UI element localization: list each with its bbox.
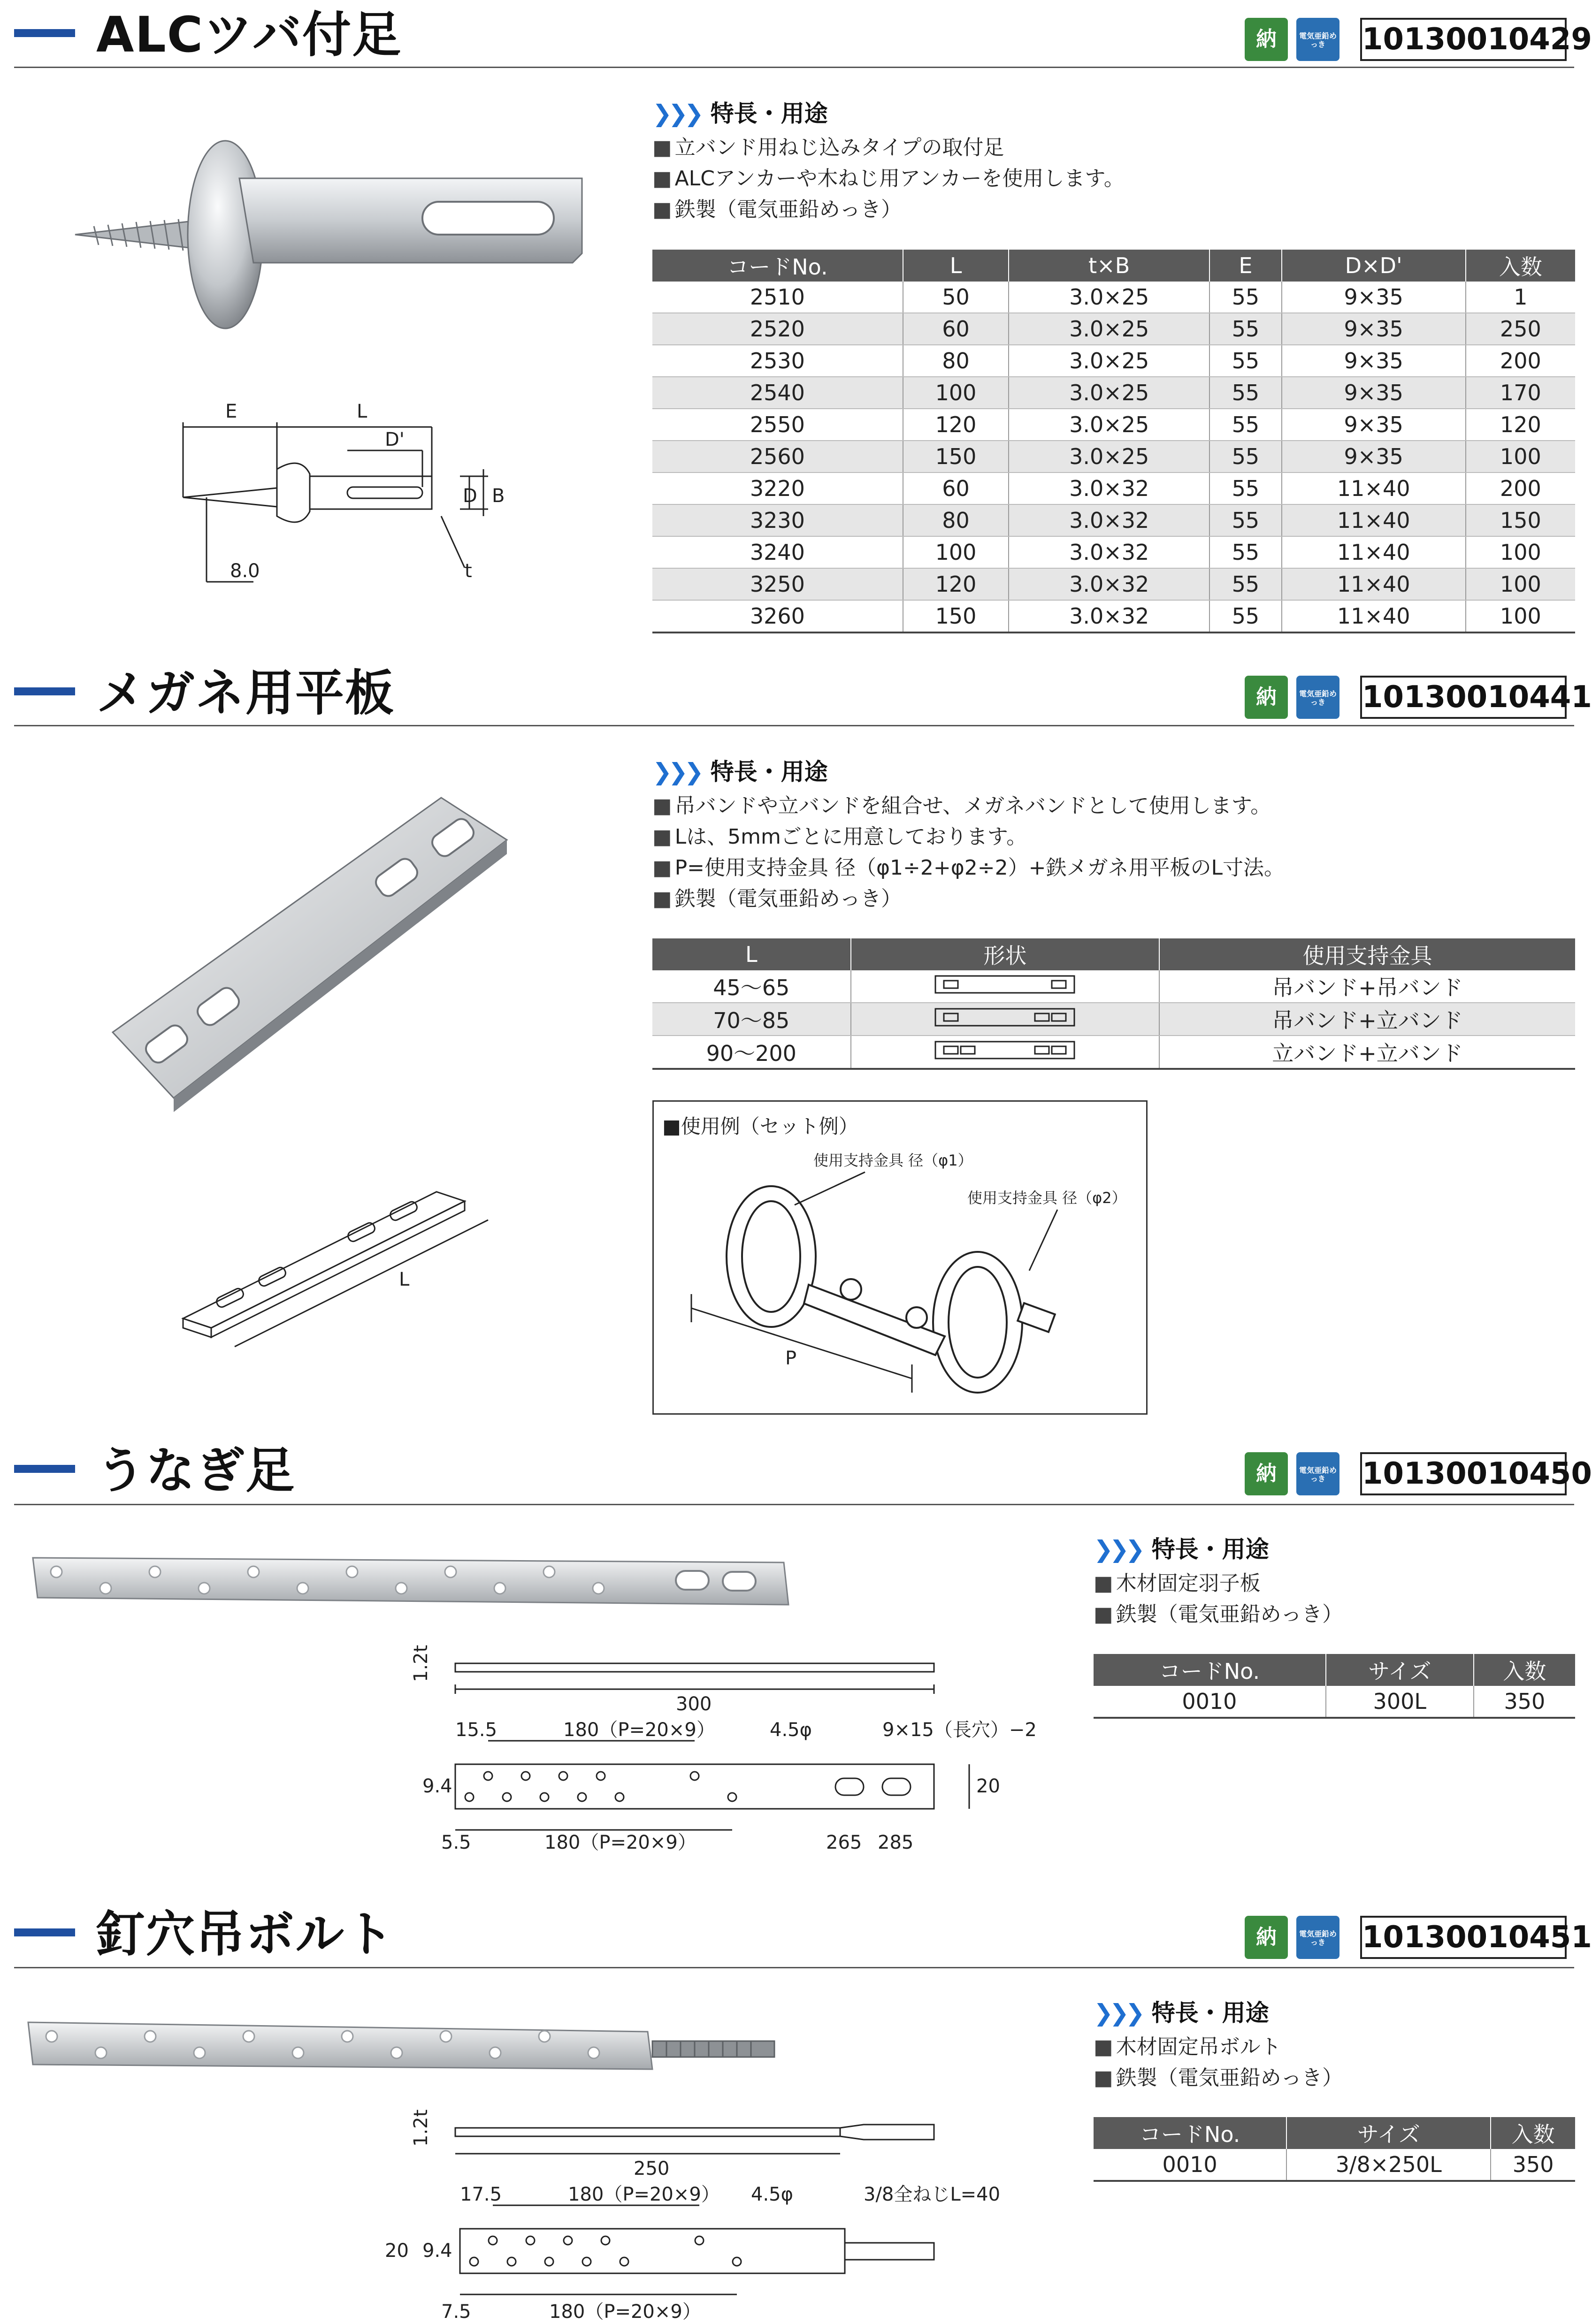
- usage-illustration: [654, 1102, 1147, 1414]
- plating-badge: 電気亜鉛めっき: [1296, 1916, 1339, 1959]
- table-cell: 9×35: [1282, 313, 1466, 345]
- feature-item: ■ 鉄製（電気亜鉛めっき）: [1094, 2063, 1343, 2094]
- table-cell: 300L: [1326, 1686, 1474, 1718]
- table-cell: 3.0×25: [1009, 345, 1209, 377]
- table-cell: 3.0×25: [1009, 313, 1209, 345]
- table-cell: 200: [1466, 472, 1575, 504]
- table-row: [652, 409, 1575, 441]
- section-marker: [14, 29, 75, 37]
- usage-label-2: 使用支持金具 径（φ2）: [967, 1189, 1127, 1207]
- dim-265: 265: [826, 1832, 862, 1853]
- bolt-drawing: [385, 2107, 1042, 2324]
- dim-p: P: [785, 1348, 797, 1369]
- table-cell: 9×35: [1282, 282, 1466, 313]
- dim-dp: D': [385, 429, 405, 450]
- table-cell: 55: [1209, 377, 1282, 409]
- product-code: 10130010450: [1360, 1452, 1567, 1495]
- table-row: [1094, 2149, 1575, 2181]
- hole: [199, 1583, 210, 1594]
- hole: [588, 2047, 599, 2058]
- table-cell: 3.0×32: [1009, 536, 1209, 568]
- hole: [51, 1566, 62, 1577]
- feature-item: ■ P=使用支持金具 径（φ1÷2+φ2÷2）+鉄メガネ用平板のL寸法。: [652, 853, 1285, 884]
- features-list: [652, 132, 1125, 225]
- feature-item: ■ 立バンド用ねじ込みタイプの取付足: [652, 132, 1125, 163]
- table-header: [652, 250, 1575, 282]
- table-cell: 1: [1466, 282, 1575, 313]
- table-cell: 3230: [652, 504, 903, 536]
- section-divider: [14, 725, 1574, 726]
- dim-pitch-bot: 180（P=20×9）: [544, 1832, 696, 1853]
- dim-len: 250: [634, 2158, 670, 2179]
- hole: [346, 1566, 358, 1577]
- dim-len: 300: [676, 1693, 712, 1715]
- section-marker: [14, 1465, 75, 1473]
- column-header: サイズ: [1286, 2117, 1491, 2149]
- dim-h1: 9.4: [422, 1775, 452, 1797]
- dim-slot: 9×15（長穴）−2: [882, 1719, 1037, 1741]
- dim-hole: 4.5φ: [770, 1719, 812, 1741]
- table-cell: 3.0×25: [1009, 377, 1209, 409]
- dim-b: 7.5: [441, 2301, 471, 2323]
- column-header: E: [1209, 250, 1282, 282]
- table-cell: 2560: [652, 441, 903, 472]
- shape-icon: [851, 1036, 1160, 1069]
- table-row: [652, 568, 1575, 600]
- table-header: [1094, 2117, 1575, 2149]
- usage-label-1: 使用支持金具 径（φ1）: [813, 1151, 973, 1169]
- spec-table: [1094, 2117, 1575, 2182]
- table-cell: 55: [1209, 441, 1282, 472]
- table-cell: 170: [1466, 377, 1575, 409]
- table-cell: 9×35: [1282, 409, 1466, 441]
- dimension-diagram: [178, 399, 535, 596]
- feature-item: ■ 鉄製（電気亜鉛めっき）: [1094, 1599, 1343, 1630]
- feature-item: ■ 木材固定羽子板: [1094, 1568, 1343, 1599]
- feature-item: ■ 鉄製（電気亜鉛めっき）: [652, 194, 1125, 225]
- table-row: [652, 504, 1575, 536]
- table-cell: 3250: [652, 568, 903, 600]
- shape-icon: [851, 970, 1160, 1003]
- product-photo: [103, 788, 526, 1107]
- dim-thread: 3/8全ねじL=40: [864, 2184, 1001, 2205]
- table-cell: 55: [1209, 409, 1282, 441]
- table-cell: 100: [1466, 441, 1575, 472]
- table-cell: 0010: [1094, 1686, 1326, 1718]
- table-cell: 55: [1209, 600, 1282, 632]
- delivery-badge: 納: [1245, 1452, 1288, 1495]
- table-cell: 11×40: [1282, 536, 1466, 568]
- hole: [391, 2047, 402, 2058]
- section-divider: [14, 1504, 1574, 1505]
- feature-item: ■ 木材固定吊ボルト: [1094, 2032, 1343, 2063]
- hole: [440, 2031, 452, 2042]
- hole: [248, 1566, 259, 1577]
- table-cell: 90〜200: [652, 1036, 851, 1069]
- column-header: t×B: [1009, 250, 1209, 282]
- table-cell: 60: [903, 472, 1009, 504]
- table-cell: 55: [1209, 536, 1282, 568]
- strap-drawing: [410, 1642, 1042, 1858]
- table-cell: 11×40: [1282, 472, 1466, 504]
- table-header: [1094, 1654, 1575, 1686]
- table-cell: 3.0×25: [1009, 441, 1209, 472]
- table-cell: 立バンド+立バンド: [1159, 1036, 1575, 1069]
- spec-table: [1094, 1654, 1575, 1719]
- usage-example-box: [652, 1100, 1148, 1415]
- column-header: 使用支持金具: [1159, 938, 1575, 970]
- table-cell: 150: [903, 441, 1009, 472]
- dim-l: L: [357, 401, 367, 422]
- table-cell: 70〜85: [652, 1003, 851, 1036]
- dim-w: 20: [385, 2240, 409, 2262]
- table-cell: 55: [1209, 504, 1282, 536]
- table-cell: 3.0×32: [1009, 600, 1209, 632]
- table-cell: 55: [1209, 345, 1282, 377]
- table-row: [652, 377, 1575, 409]
- hole: [46, 2031, 57, 2042]
- product-photo: [66, 122, 591, 338]
- dim-l: L: [399, 1269, 410, 1290]
- dim-pitch-bot: 180（P=20×9）: [549, 2301, 701, 2323]
- table-cell: 80: [903, 345, 1009, 377]
- table-cell: 3220: [652, 472, 903, 504]
- table-cell: 55: [1209, 313, 1282, 345]
- dim-h1: 9.4: [422, 2240, 452, 2262]
- features-heading: ❯❯❯ 特長・用途: [652, 758, 828, 785]
- hole: [543, 1566, 555, 1577]
- column-header: D×D': [1282, 250, 1466, 282]
- hole: [593, 1583, 604, 1594]
- table-cell: 2530: [652, 345, 903, 377]
- table-cell: 11×40: [1282, 600, 1466, 632]
- table-cell: 3.0×25: [1009, 409, 1209, 441]
- dim-e: E: [225, 401, 237, 422]
- table-row: [652, 345, 1575, 377]
- dim-285: 285: [878, 1832, 914, 1853]
- table-row: [652, 313, 1575, 345]
- table-cell: 150: [1466, 504, 1575, 536]
- dim-pitch-top: 180（P=20×9）: [568, 2184, 720, 2205]
- section-marker: [14, 1928, 75, 1936]
- feature-item: ■ 鉄製（電気亜鉛めっき）: [652, 884, 1285, 914]
- table-cell: 吊バンド+立バンド: [1159, 1003, 1575, 1036]
- table-cell: 2550: [652, 409, 903, 441]
- table-row: [652, 441, 1575, 472]
- table-row: [652, 970, 1575, 1003]
- hole: [445, 1566, 456, 1577]
- hole: [539, 2031, 550, 2042]
- slot-hole: [422, 202, 554, 235]
- section-divider: [14, 1967, 1574, 1968]
- column-header: 入数: [1466, 250, 1575, 282]
- hole: [95, 2047, 107, 2058]
- features-list: [1094, 2032, 1343, 2094]
- column-header: コードNo.: [1094, 2117, 1286, 2149]
- table-cell: 3240: [652, 536, 903, 568]
- section-marker: [14, 687, 75, 695]
- table-cell: 9×35: [1282, 345, 1466, 377]
- features-list: [652, 791, 1285, 914]
- column-header: 形状: [851, 938, 1160, 970]
- hole: [342, 2031, 353, 2042]
- hole: [243, 2031, 254, 2042]
- table-header: [652, 938, 1575, 970]
- column-header: 入数: [1491, 2117, 1575, 2149]
- table-cell: 100: [1466, 600, 1575, 632]
- table-cell: 3.0×32: [1009, 568, 1209, 600]
- dim-t: 1.2t: [410, 2109, 432, 2147]
- table-cell: 3.0×32: [1009, 472, 1209, 504]
- dim-t: 1.2t: [410, 1645, 432, 1682]
- column-header: コードNo.: [1094, 1654, 1326, 1686]
- hole: [145, 2031, 156, 2042]
- table-cell: 120: [903, 409, 1009, 441]
- product-code: 10130010451: [1360, 1916, 1567, 1959]
- table-row: [652, 472, 1575, 504]
- dim-dia: 8.0: [230, 560, 260, 582]
- spec-table: [652, 938, 1575, 1070]
- section-divider: [14, 67, 1574, 68]
- section-title: うなぎ足: [96, 1442, 296, 1499]
- hole: [100, 1583, 111, 1594]
- dim-a: 15.5: [455, 1719, 498, 1741]
- table-cell: 2540: [652, 377, 903, 409]
- table-cell: 3.0×25: [1009, 282, 1209, 313]
- table-cell: 350: [1491, 2149, 1575, 2181]
- table-cell: 120: [903, 568, 1009, 600]
- dim-b: 5.5: [441, 1832, 471, 1853]
- hole: [194, 2047, 205, 2058]
- dim-w: 20: [976, 1775, 1000, 1797]
- plate-drawing: [174, 1168, 530, 1365]
- product-code: 10130010441: [1360, 676, 1567, 719]
- table-cell: 100: [1466, 568, 1575, 600]
- table-row: [652, 536, 1575, 568]
- table-cell: 200: [1466, 345, 1575, 377]
- column-header: L: [903, 250, 1009, 282]
- product-code: 10130010429: [1360, 18, 1567, 61]
- table-cell: 11×40: [1282, 504, 1466, 536]
- plating-badge: 電気亜鉛めっき: [1296, 1452, 1339, 1495]
- table-cell: 350: [1474, 1686, 1575, 1718]
- delivery-badge: 納: [1245, 1916, 1288, 1959]
- dim-hole: 4.5φ: [751, 2184, 793, 2205]
- table-cell: 55: [1209, 472, 1282, 504]
- hole: [297, 1583, 308, 1594]
- column-header: コードNo.: [652, 250, 903, 282]
- features-heading: ❯❯❯ 特長・用途: [1094, 1999, 1269, 2027]
- plating-badge: 電気亜鉛めっき: [1296, 676, 1339, 719]
- features-list: [1094, 1568, 1343, 1630]
- hole: [396, 1583, 407, 1594]
- hole: [494, 1583, 505, 1594]
- table-cell: 3.0×32: [1009, 504, 1209, 536]
- table-row: [652, 282, 1575, 313]
- table-row: [652, 1003, 1575, 1036]
- feature-item: ■ ALCアンカーや木ねじ用アンカーを使用します。: [652, 163, 1125, 194]
- table-cell: 55: [1209, 282, 1282, 313]
- plating-badge: 電気亜鉛めっき: [1296, 18, 1339, 61]
- table-cell: 2520: [652, 313, 903, 345]
- table-cell: 45〜65: [652, 970, 851, 1003]
- hole: [292, 2047, 304, 2058]
- product-photo: [28, 1548, 798, 1619]
- dim-d: D: [463, 485, 477, 507]
- hole: [490, 2047, 501, 2058]
- table-cell: 150: [903, 600, 1009, 632]
- table-row: [652, 600, 1575, 632]
- section-title: ALCツバ付足: [96, 6, 402, 63]
- table-row: [652, 1036, 1575, 1069]
- table-cell: 吊バンド+吊バンド: [1159, 970, 1575, 1003]
- table-cell: 80: [903, 504, 1009, 536]
- hole: [149, 1566, 161, 1577]
- dim-pitch-top: 180（P=20×9）: [563, 1719, 715, 1741]
- table-cell: 100: [903, 536, 1009, 568]
- section-title: 釘穴吊ボルト: [96, 1905, 395, 1963]
- features-heading: ❯❯❯ 特長・用途: [1094, 1536, 1269, 1563]
- table-cell: 3260: [652, 600, 903, 632]
- dim-b: B: [492, 485, 505, 507]
- features-heading: ❯❯❯ 特長・用途: [652, 100, 828, 127]
- usage-title: ■使用例（セット例）: [662, 1115, 858, 1138]
- table-cell: 250: [1466, 313, 1575, 345]
- table-cell: 3/8×250L: [1286, 2149, 1491, 2181]
- table-cell: 2510: [652, 282, 903, 313]
- delivery-badge: 納: [1245, 676, 1288, 719]
- table-cell: 50: [903, 282, 1009, 313]
- table-cell: 55: [1209, 568, 1282, 600]
- feature-item: ■ Lは、5mmごとに用意しております。: [652, 822, 1285, 853]
- spec-table: [652, 250, 1575, 633]
- shape-icon: [851, 1003, 1160, 1036]
- product-photo: [23, 2013, 793, 2083]
- table-cell: 0010: [1094, 2149, 1286, 2181]
- column-header: サイズ: [1326, 1654, 1474, 1686]
- feature-item: ■ 吊バンドや立バンドを組合せ、メガネバンドとして使用します。: [652, 791, 1285, 822]
- table-cell: 9×35: [1282, 377, 1466, 409]
- column-header: 入数: [1474, 1654, 1575, 1686]
- dim-a: 17.5: [460, 2184, 502, 2205]
- table-row: [1094, 1686, 1575, 1718]
- delivery-badge: 納: [1245, 18, 1288, 61]
- screw-thread: [75, 219, 197, 251]
- table-cell: 11×40: [1282, 568, 1466, 600]
- table-cell: 100: [903, 377, 1009, 409]
- table-cell: 100: [1466, 536, 1575, 568]
- column-header: L: [652, 938, 851, 970]
- table-cell: 9×35: [1282, 441, 1466, 472]
- table-cell: 60: [903, 313, 1009, 345]
- dim-t: t: [465, 560, 472, 582]
- section-title: メガネ用平板: [96, 664, 395, 722]
- table-cell: 120: [1466, 409, 1575, 441]
